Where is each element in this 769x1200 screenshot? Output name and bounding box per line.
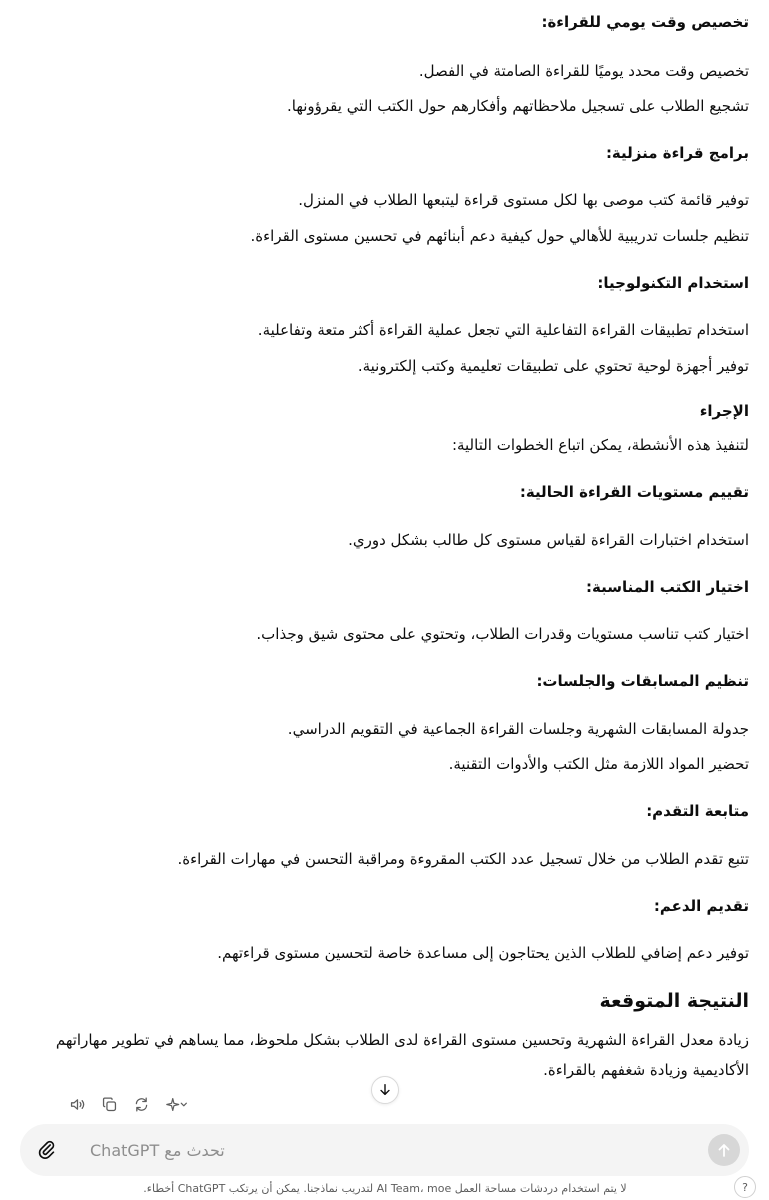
composer [20,1124,749,1176]
section-heading: تنظيم المسابقات والجلسات: [536,672,749,690]
regenerate-button[interactable] [130,1093,152,1115]
message-actions [66,1093,192,1115]
regenerate-icon [133,1096,150,1113]
speaker-icon [69,1096,86,1113]
section-heading: اختيار الكتب المناسبة: [586,578,749,596]
copy-icon [101,1096,118,1113]
paragraph: لتنفيذ هذه الأنشطة، يمكن اتباع الخطوات التالية: [451,436,749,454]
paragraph: تشجيع الطلاب على تسجيل ملاحظاتهم وأفكارهم حول الكتب التي يقرؤونها. [286,97,749,115]
section-heading: متابعة التقدم: [646,802,749,820]
paragraph: زيادة معدل القراءة الشهرية وتحسين مستوى القراءة لدى الطلاب بشكل ملحوظ، مما يساهم في تطوير مهاراتهم الأكاديمية وزيادة شغفهم بالقراءة. [55,1031,749,1079]
paragraph: تتبع تقدم الطلاب من خلال تسجيل عدد الكتب المقروءة ومراقبة التحسن في مهارات القراءة. [177,850,749,868]
section-heading: برامج قراءة منزلية: [605,144,749,162]
arrow-down-icon [378,1083,392,1097]
paragraph: استخدام اختبارات القراءة لقياس مستوى كل طالب بشكل دوري. [348,531,749,549]
paragraph: توفير أجهزة لوحية تحتوي على تطبيقات تعليمية وكتب إلكترونية. [357,357,749,375]
scroll-to-bottom-button[interactable] [371,1076,399,1104]
attach-button[interactable] [35,1138,59,1162]
send-button[interactable] [708,1134,740,1166]
assistant-message [30,0,749,1090]
paragraph: تحضير المواد اللازمة مثل الكتب والأدوات التقنية. [448,755,749,773]
paragraph: توفير دعم إضافي للطلاب الذين يحتاجون إلى مساعدة خاصة لتحسين مستوى قراءتهم. [217,944,749,962]
model-switch-button[interactable] [162,1093,192,1115]
section-heading: تخصيص وقت يومي للقراءة: [541,13,749,31]
paragraph: تنظيم جلسات تدريبية للأهالي حول كيفية دعم أبنائهم في تحسين مستوى القراءة. [250,227,749,245]
section-heading: تقديم الدعم: [653,897,749,915]
read-aloud-button[interactable] [66,1093,88,1115]
message-input[interactable] [90,1124,693,1176]
paragraph: تخصيص وقت محدد يوميًا للقراءة الصامتة في الفصل. [418,62,749,80]
section-heading: استخدام التكنولوجيا: [597,274,749,292]
sparkle-icon [164,1096,190,1113]
copy-button[interactable] [98,1093,120,1115]
help-button[interactable]: ? [734,1176,756,1198]
paragraph: اختيار كتب تناسب مستويات وقدرات الطلاب، وتحتوي على محتوى شيق وجذاب. [256,625,749,643]
paragraph: استخدام تطبيقات القراءة التفاعلية التي تجعل عملية القراءة أكثر متعة وتفاعلية. [257,321,749,339]
section-heading: الإجراء [699,402,749,420]
section-title: النتيجة المتوقعة [599,990,749,1012]
paragraph: توفير قائمة كتب موصى بها لكل مستوى قراءة ليتبعها الطلاب في المنزل. [298,191,749,209]
section-heading: تقييم مستويات القراءة الحالية: [519,483,749,501]
arrow-up-icon [716,1142,732,1158]
paragraph: جدولة المسابقات الشهرية وجلسات القراءة الجماعية في التقويم الدراسي. [287,720,749,738]
footer-disclaimer: لا يتم استخدام دردشات مساحة العمل AI Team، moe لتدريب نماذجنا. يمكن أن يرتكب ChatGPT أخطاء. [143,1182,627,1195]
paperclip-icon [36,1139,58,1161]
